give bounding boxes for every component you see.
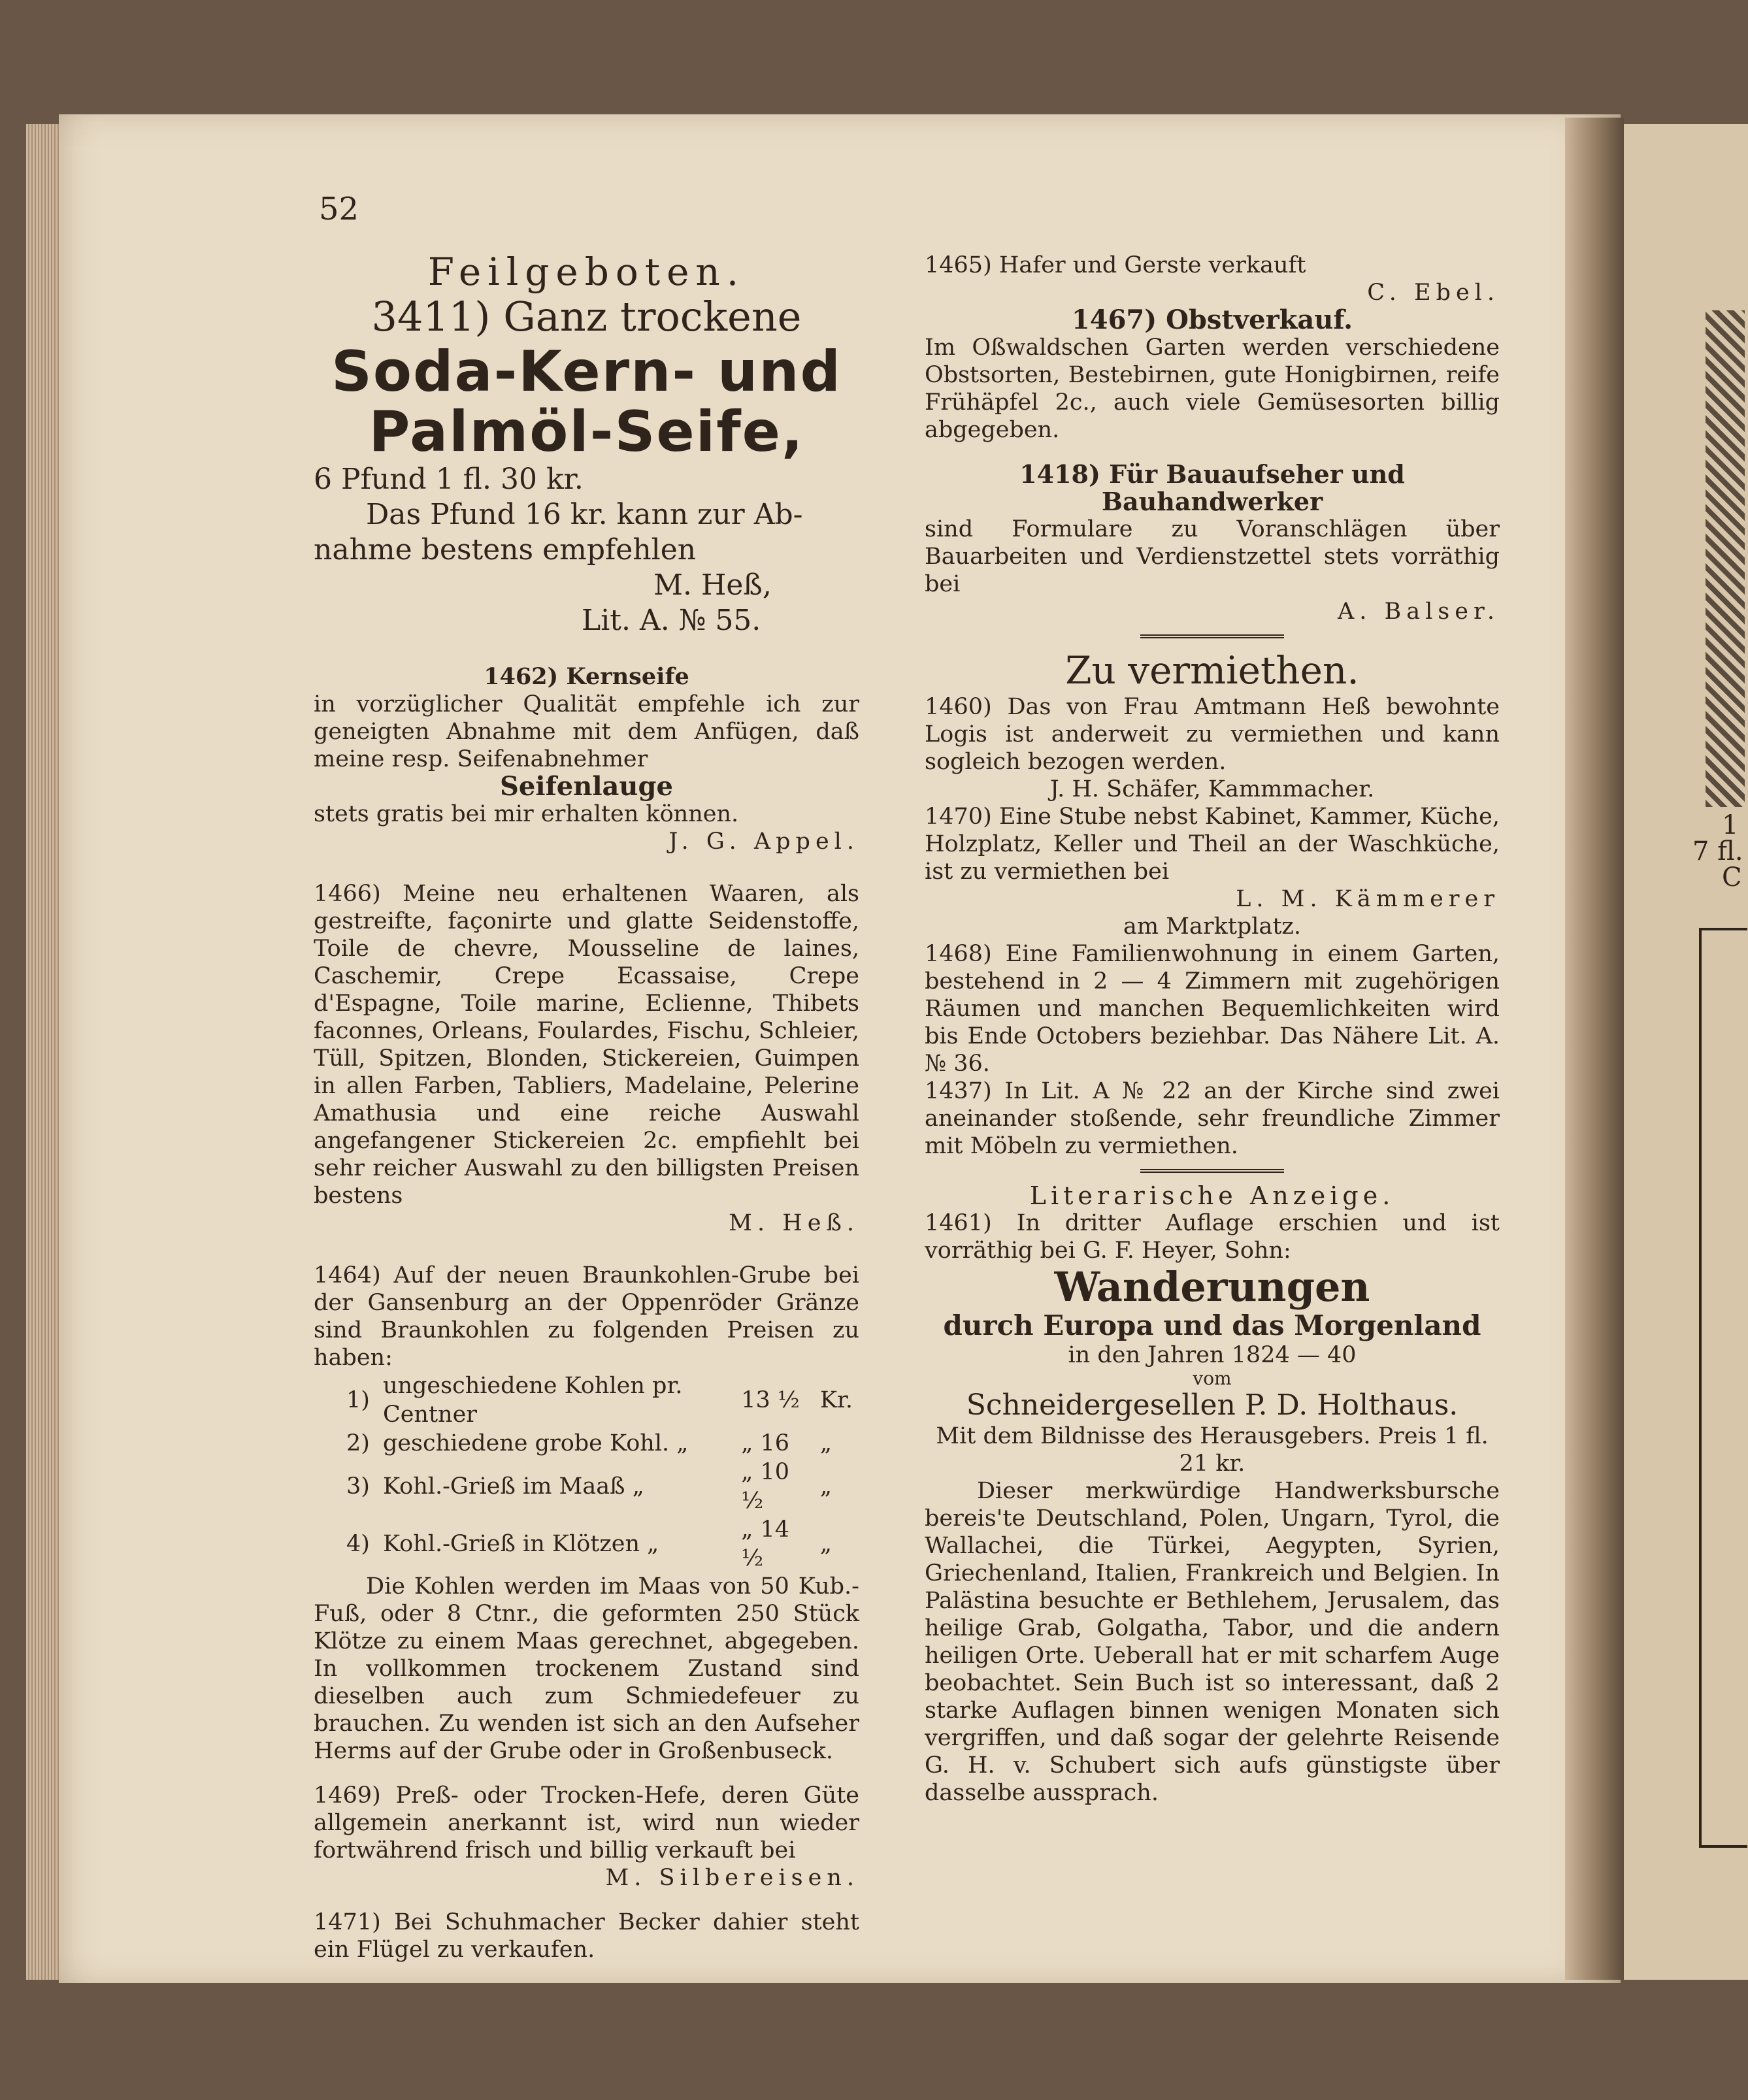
table-cell: „ (819, 1531, 832, 1557)
ad-signature: C. Ebel. (1367, 280, 1500, 306)
ad-3411 (314, 292, 859, 638)
ad-title: Soda-Kern- und (331, 339, 842, 404)
left-column (314, 250, 859, 1963)
ad-text: 1460) Das von Frau Amtmann Heß bewohnte Logis ist anderweit zu vermiethen und kann sogleich bezogen werden. (925, 694, 1500, 775)
ad-title: Palmöl-Seife, (369, 399, 804, 465)
table-cell: 2) (346, 1430, 370, 1456)
ad-text: Das Pfund 16 kr. kann zur Ab- (366, 498, 803, 531)
ad-1467 (925, 306, 1500, 444)
ad-text: 1465) Hafer und Gerste verkauft (925, 252, 1306, 278)
ad-1471 (314, 1909, 859, 1963)
table-cell: „ (819, 1430, 832, 1456)
table-row (340, 1371, 859, 1429)
ad-signature: J. G. Appel. (668, 829, 859, 855)
table-row (340, 1429, 859, 1458)
ad-1418 (925, 461, 1500, 625)
book-gutter (1565, 118, 1624, 1980)
ad-text: 1468) Eine Familienwohnung in einem Garten, bestehend in 2 — 4 Zimmern mit zugehörigen Räumen und manchen Bequemlichkeiten wird bis Ende Octobers beziehbar. Das Nähere Lit. A. № 36. (925, 941, 1500, 1077)
book-years: in den Jahren 1824 — 40 (1068, 1342, 1357, 1368)
ad-1470 (925, 803, 1500, 940)
ad-text: 1464) Auf der neuen Braunkohlen-Grube bei der Gansenburg an der Oppenröder Gränze sind Braunkohlen zu folgenden Preisen zu haben: (314, 1262, 859, 1371)
ad-1469 (314, 1782, 859, 1892)
table-cell: „ 16 (741, 1430, 790, 1456)
ad-signature: am Marktplatz. (1123, 913, 1301, 940)
table-cell: 13 ½ (741, 1387, 800, 1413)
ad-text: Im Oßwaldschen Garten werden verschiedene Obstsorten, Bestebirnen, gute Honigbirnen, reife Frühäpfel 2c., auch viele Gemüsesorten billig abgegeben. (925, 335, 1500, 443)
ad-1462 (314, 663, 859, 855)
ad-text: in vorzüglicher Qualität empfehle ich zur geneigten Abnahme mit dem Anfügen, daß meine resp. Seifenabnehmer (314, 691, 859, 772)
price-table (340, 1371, 859, 1573)
next-page-text: C (1722, 862, 1742, 893)
ad-1465 (925, 252, 1500, 306)
ad-1464 (314, 1262, 859, 1765)
ad-price: 6 Pfund 1 fl. 30 kr. (314, 463, 584, 496)
table-cell: geschiedene grobe Kohl. „ (382, 1430, 689, 1456)
ad-text: 1461) In dritter Auflage erschien und ist vorräthig bei G. F. Heyer, Sohn: (925, 1210, 1500, 1264)
ad-signature: M. Silbereisen. (605, 1865, 859, 1891)
table-cell: „ 10 ½ (741, 1459, 790, 1514)
divider (1140, 634, 1284, 638)
table-cell: Kr. (819, 1387, 853, 1413)
divider (1140, 1169, 1284, 1173)
ad-signature: A. Balser. (1338, 599, 1500, 625)
table-cell: 4) (346, 1531, 370, 1557)
ad-text: sind Formulare zu Voranschlägen über Bauarbeiten und Verdienstzettel stets vorräthig bei (925, 516, 1500, 597)
ad-text: stets gratis bei mir erhalten können. (314, 801, 739, 827)
book-vom: vom (1193, 1368, 1232, 1389)
ad-text: nahme bestens empfehlen (314, 533, 697, 566)
ad-signature: J. H. Schäfer, Kammmacher. (1049, 776, 1375, 802)
table-row (340, 1515, 859, 1573)
ad-subtitle: Seifenlauge (500, 771, 673, 802)
ad-signature: M. Heß. (729, 1210, 859, 1236)
next-page-text: 1 (1722, 810, 1739, 840)
ad-title: 1467) Obstverkauf. (1071, 304, 1353, 335)
ad-text: 1466) Meine neu erhaltenen Waaren, als gestreifte, façonirte und glatte Seidenstoffe, Toile de chevre, Mousseline de laines, Caschemir, Crepe Ecassaise, Crepe d'Espagne, Toile marine, Eclienne, Thibets faconnes, Orleans, Foulardes, Fischu, Schleier, Tüll, Spitzen, Blonden, Stickereien, Guimpen in allen Farben, Tabliers, Madelaine, Pelerine Amathusia und eine reiche Auswahl angefangener Stickereien 2c. empfiehlt bei sehr reicher Auswahl zu den billigsten Preisen bestens (314, 881, 859, 1209)
next-page-text: 7 fl. (1692, 836, 1743, 866)
ad-address: Lit. A. № 55. (582, 604, 761, 637)
page-number: 52 (319, 191, 359, 227)
ad-text: 1471) Bei Schuhmacher Becker dahier steht ein Flügel zu verkaufen. (314, 1909, 859, 1963)
table-cell: „ 14 ½ (741, 1517, 790, 1571)
ad-signature: M. Heß, (653, 568, 772, 602)
book-author: Schneidergesellen P. D. Holthaus. (966, 1388, 1459, 1422)
section-heading-vermiethen: Zu vermiethen. (1065, 648, 1359, 693)
table-cell: „ (819, 1473, 832, 1500)
ad-text: 1470) Eine Stube nebst Kabinet, Kammer, Küche, Holzplatz, Keller und Theil an der Waschküche, ist zu vermiethen bei (925, 804, 1500, 885)
table-cell: ungeschiedene Kohlen pr. Centner (382, 1373, 683, 1428)
ad-1460 (925, 693, 1500, 803)
book-title: Wanderungen (1054, 1263, 1370, 1311)
ad-title: 3411) Ganz trockene (371, 293, 802, 340)
right-column (925, 252, 1500, 1807)
ad-1468 (925, 940, 1500, 1077)
section-heading-literarische: Literarische Anzeige. (1029, 1181, 1395, 1210)
ad-title: 1418) Für Bauaufseher und Bauhandwerker (1019, 459, 1405, 516)
ad-1437 (925, 1077, 1500, 1160)
book-price: Mit dem Bildnisse des Herausgebers. Preis 1 fl. 21 kr. (936, 1423, 1489, 1477)
table-row (340, 1458, 859, 1515)
table-cell: Kohl.-Grieß im Maaß „ (382, 1473, 644, 1500)
section-heading-feilgeboten: Feilgeboten. (427, 250, 746, 294)
decorative-border (1706, 310, 1745, 807)
next-page-fragment (1624, 124, 1748, 1980)
ad-text: 1437) In Lit. A № 22 an der Kirche sind zwei aneinander stoßende, sehr freundliche Zimmer mit Möbeln zu vermiethen. (925, 1078, 1500, 1159)
ad-signature: L. M. Kämmerer (1236, 886, 1500, 912)
ad-1461 (925, 1209, 1500, 1807)
ad-text: Die Kohlen werden im Maas von 50 Kub.-Fuß, oder 8 Ctnr., die geformten 250 Stück Klötze zu einem Maas gerechnet, abgegeben. In vollkommen trockenem Zustand sind dieselben auch zum Schmiedefeuer zu brauchen. Zu wenden ist sich an den Aufseher Herms auf der Grube oder in Großenbuseck. (314, 1573, 859, 1764)
table-cell: 3) (346, 1473, 370, 1500)
table-cell: 1) (346, 1387, 370, 1413)
ad-1466 (314, 880, 859, 1237)
ad-text: Dieser merkwürdige Handwerksbursche bereis'te Deutschland, Polen, Ungarn, Tyrol, die Wallachei, die Türkei, Aegypten, Syrien, Griechenland, Italien, Frankreich und Belgien. In Palästina besuchte er Bethlehem, Jerusalem, das heilige Grab, Golgatha, Tabor, und die andern heiligen Orte. Ueberall hat er mit scharfem Auge beobachtet. Sein Buch ist so interessant, daß 2 starke Auflagen binnen wenigen Monaten sich vergriffen, und daß sogar der gelehrte Reisende G. H. v. Schubert sich aufs günstigste über dasselbe aussprach. (925, 1478, 1500, 1806)
book-subtitle: durch Europa und das Morgenland (943, 1309, 1481, 1341)
next-page-frame (1699, 928, 1747, 1848)
ad-title: 1462) Kernseife (484, 663, 689, 690)
ad-text: 1469) Preß- oder Trocken-Hefe, deren Güte allgemein anerkannt ist, wird nun wieder fortwährend frisch und billig verkauft bei (314, 1782, 859, 1863)
table-cell: Kohl.-Grieß in Klötzen „ (382, 1531, 659, 1557)
